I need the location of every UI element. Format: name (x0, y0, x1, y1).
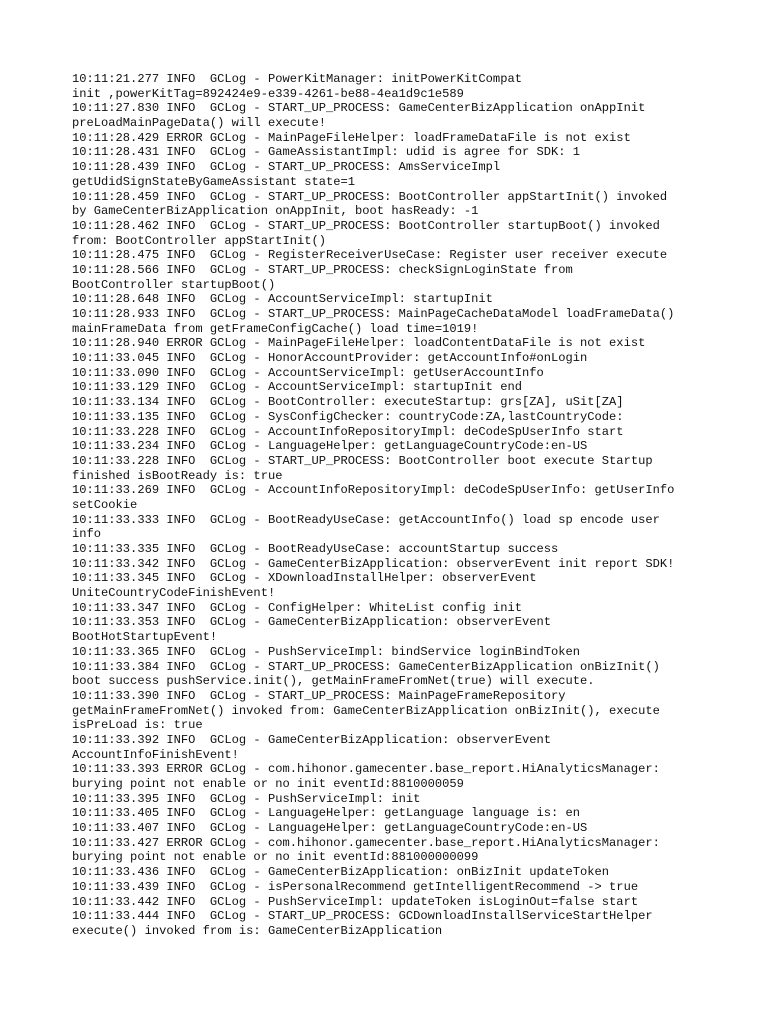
log-line: AccountInfoFinishEvent! (72, 747, 239, 762)
log-line: from: BootController appStartInit() (72, 233, 327, 248)
log-line: 10:11:33.129 INFO GCLog - AccountServiceImpl: startupInit end (72, 380, 522, 395)
log-line: 10:11:33.365 INFO GCLog - PushServiceImpl: bindService loginBindToken (72, 644, 581, 659)
log-line: UniteCountryCodeFinishEvent! (72, 586, 276, 601)
log-line: 10:11:33.228 INFO GCLog - AccountInfoRepositoryImpl: deCodeSpUserInfo start (72, 424, 624, 439)
log-line: 10:11:28.566 INFO GCLog - START_UP_PROCESS: checkSignLoginState from (72, 262, 573, 277)
log-line: BootHotStartupEvent! (72, 630, 218, 645)
log-line: 10:11:33.342 INFO GCLog - GameCenterBizApplication: observerEvent init report SDK! (72, 556, 675, 571)
log-line: 10:11:33.444 INFO GCLog - START_UP_PROCESS: GCDownloadInstallServiceStartHelper (72, 909, 653, 924)
log-line: 10:11:28.475 INFO GCLog - RegisterReceiverUseCase: Register user receiver execute (72, 248, 668, 263)
log-line: 10:11:33.384 INFO GCLog - START_UP_PROCESS: GameCenterBizApplication onBizInit() (72, 659, 660, 674)
log-line: 10:11:33.269 INFO GCLog - AccountInfoRepositoryImpl: deCodeSpUserInfo: getUserInfo (72, 483, 675, 498)
log-line: burying point not enable or no init eventId:881000000099 (72, 850, 479, 865)
log-line: 10:11:33.407 INFO GCLog - LanguageHelper: getLanguageCountryCode:en-US (72, 821, 588, 836)
log-line: 10:11:28.648 INFO GCLog - AccountServiceImpl: startupInit (72, 292, 493, 307)
log-line: 10:11:33.234 INFO GCLog - LanguageHelper: getLanguageCountryCode:en-US (72, 439, 588, 454)
log-line: BootController startupBoot() (72, 277, 276, 292)
log-line: info (72, 527, 102, 542)
log-line: 10:11:33.393 ERROR GCLog - com.hihonor.gamecenter.base_report.HiAnalyticsManager: (72, 762, 660, 777)
log-line: 10:11:33.134 INFO GCLog - BootController: executeStartup: grs[ZA], uSit[ZA] (72, 395, 624, 410)
log-line: 10:11:33.345 INFO GCLog - XDownloadInstallHelper: observerEvent (72, 571, 537, 586)
log-line: 10:11:28.933 INFO GCLog - START_UP_PROCESS: MainPageCacheDataModel loadFrameData() (72, 307, 675, 321)
log-line: 10:11:33.427 ERROR GCLog - com.hihonor.gamecenter.base_report.HiAnalyticsManager: (72, 835, 660, 850)
log-line: 10:11:33.090 INFO GCLog - AccountServiceImpl: getUserAccountInfo (72, 365, 544, 380)
log-line: preLoadMainPageData() will execute! (72, 116, 327, 131)
log-line: 10:11:33.335 INFO GCLog - BootReadyUseCase: accountStartup success (72, 542, 559, 556)
log-line: setCookie (72, 497, 138, 512)
log-line: 10:11:27.830 INFO GCLog - START_UP_PROCESS: GameCenterBizApplication onAppInit (72, 101, 646, 116)
log-line: 10:11:28.439 INFO GCLog - START_UP_PROCESS: AmsServiceImpl (72, 160, 501, 175)
log-line: burying point not enable or no init eventId:8810000059 (72, 777, 464, 791)
log-line: 10:11:33.405 INFO GCLog - LanguageHelper: getLanguage language is: en (72, 806, 581, 821)
log-text (72, 72, 712, 939)
log-line: finished isBootReady is: true (72, 468, 283, 483)
log-line: 10:11:33.395 INFO GCLog - PushServiceImpl: init (72, 791, 421, 806)
log-line: 10:11:28.429 ERROR GCLog - MainPageFileHelper: loadFrameDataFile is not exist (72, 130, 631, 145)
log-line: getUdidSignStateByGameAssistant state=1 (72, 174, 356, 189)
log-line: 10:11:33.436 INFO GCLog - GameCenterBizApplication: onBizInit updateToken (72, 865, 610, 880)
log-line: isPreLoad is: true (72, 718, 203, 733)
log-line: 10:11:33.439 INFO GCLog - isPersonalRecommend getIntelligentRecommend -> true (72, 879, 639, 894)
log-line: by GameCenterBizApplication onAppInit, boot hasReady: -1 (72, 204, 479, 219)
log-line: 10:11:28.431 INFO GCLog - GameAssistantImpl: udid is agree for SDK: 1 (72, 145, 581, 160)
log-line: 10:11:21.277 INFO GCLog - PowerKitManager: initPowerKitCompat (72, 72, 522, 86)
log-line: 10:11:33.392 INFO GCLog - GameCenterBizApplication: observerEvent (72, 732, 551, 747)
log-line: 10:11:28.462 INFO GCLog - START_UP_PROCESS: BootController startupBoot() invoked (72, 218, 660, 233)
log-line: 10:11:28.459 INFO GCLog - START_UP_PROCESS: BootController appStartInit() invoked (72, 189, 668, 204)
log-line: 10:11:33.045 INFO GCLog - HonorAccountProvider: getAccountInfo#onLogin (72, 351, 588, 366)
log-line: 10:11:28.940 ERROR GCLog - MainPageFileHelper: loadContentDataFile is not exist (72, 336, 646, 351)
log-line: boot success pushService.init(), getMainFrameFromNet(true) will execute. (72, 674, 595, 689)
log-line: execute() invoked from is: GameCenterBizApplication (72, 923, 443, 938)
log-line: getMainFrameFromNet() invoked from: GameCenterBizApplication onBizInit(), execute (72, 703, 660, 718)
log-line: init ,powerKitTag=892424e9-e339-4261-be88-4ea1d9c1e589 (72, 86, 464, 101)
log-line: 10:11:33.390 INFO GCLog - START_UP_PROCESS: MainPageFrameRepository (72, 688, 566, 703)
log-line: 10:11:33.333 INFO GCLog - BootReadyUseCase: getAccountInfo() load sp encode user (72, 512, 660, 527)
log-line: 10:11:33.228 INFO GCLog - START_UP_PROCESS: BootController boot execute Startup (72, 453, 653, 468)
log-line: 10:11:33.135 INFO GCLog - SysConfigChecker: countryCode:ZA,lastCountryCode: (72, 409, 624, 424)
log-line: 10:11:33.347 INFO GCLog - ConfigHelper: WhiteList config init (72, 600, 522, 615)
log-line: mainFrameData from getFrameConfigCache() load time=1019! (72, 321, 479, 336)
log-line: 10:11:33.353 INFO GCLog - GameCenterBizApplication: observerEvent (72, 615, 551, 630)
log-line: 10:11:33.442 INFO GCLog - PushServiceImpl: updateToken isLoginOut=false start (72, 894, 639, 909)
